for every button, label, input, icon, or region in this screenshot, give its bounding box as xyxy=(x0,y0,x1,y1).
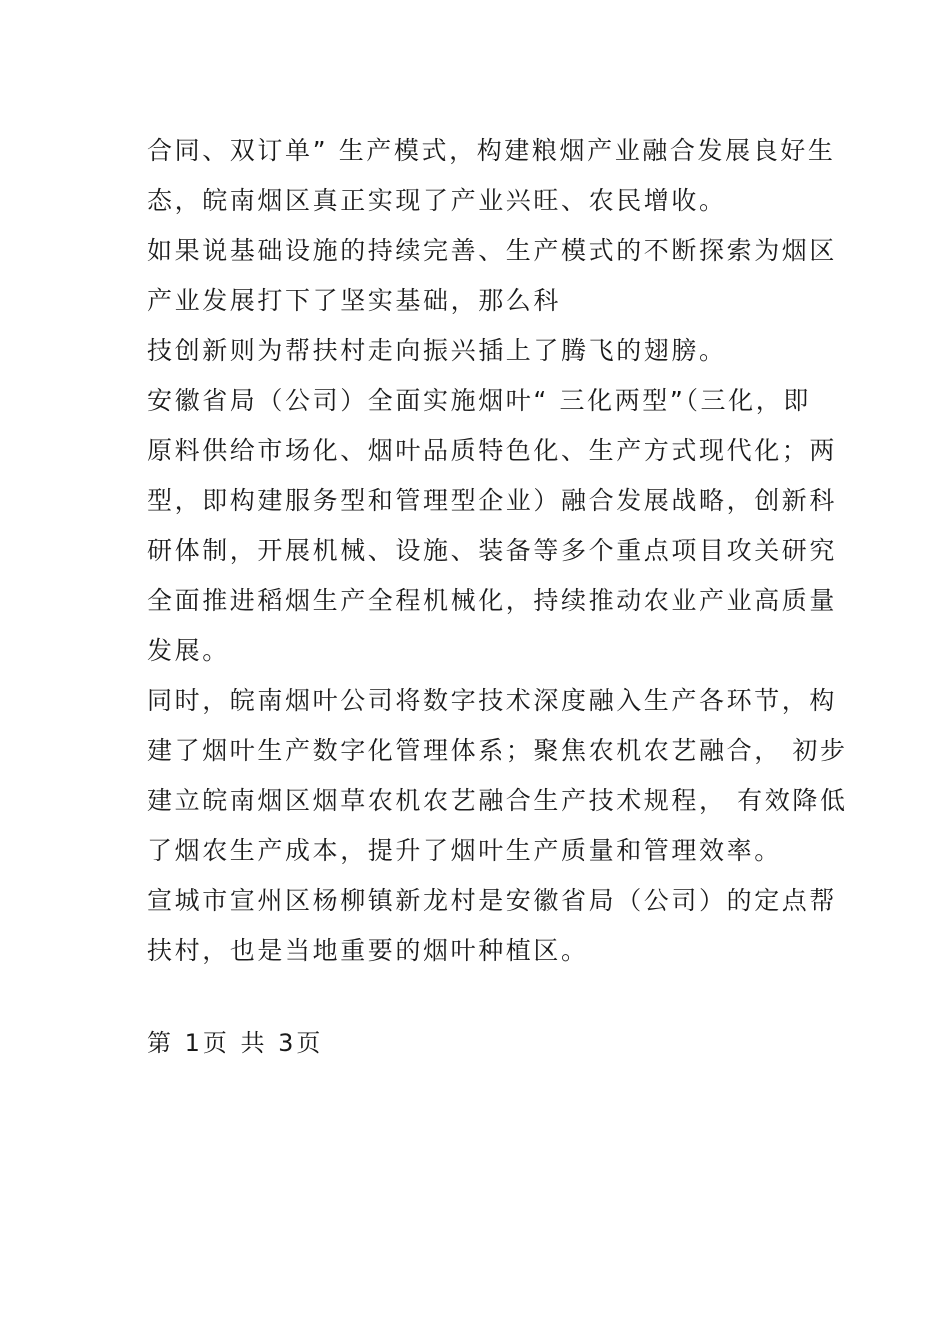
text-line: 原料供给市场化、烟叶品质特色化、生产方式现代化；两 xyxy=(147,436,838,465)
text-line: 宣城市宣州区杨柳镇新龙村是安徽省局（公司）的定点帮 xyxy=(147,886,838,915)
text-line: 同时，皖南烟叶公司将数字技术深度融入生产各环节，构 xyxy=(147,686,838,715)
text-line: 建立皖南烟区烟草农机农艺融合生产技术规程， 有效降低 xyxy=(147,786,848,815)
text-line: 发展。 xyxy=(147,636,230,665)
text-line: 型，即构建服务型和管理型企业）融合发展战略，创新科 xyxy=(147,486,838,515)
text-line: 研体制，开展机械、设施、装备等多个重点项目攻关研究 xyxy=(147,536,838,565)
page-number-footer: 第 1页 共 3页 xyxy=(147,1029,324,1057)
text-line: 态，皖南烟区真正实现了产业兴旺、农民增收。 xyxy=(147,186,727,215)
text-line: 建了烟叶生产数字化管理体系；聚焦农机农艺融合， 初步 xyxy=(147,736,848,765)
text-line: 全面推进稻烟生产全程机械化，持续推动农业产业高质量 xyxy=(147,586,838,615)
text-line: 了烟农生产成本，提升了烟叶生产质量和管理效率。 xyxy=(147,836,782,865)
text-line: 扶村，也是当地重要的烟叶种植区。 xyxy=(147,936,589,965)
text-line: 技创新则为帮扶村走向振兴插上了腾飞的翅膀。 xyxy=(147,336,727,365)
text-line: 安徽省局（公司）全面实施烟叶“ 三化两型”（三化，即 xyxy=(147,386,811,415)
text-line: 产业发展打下了坚实基础，那么科 xyxy=(147,286,562,315)
text-line: 合同、双订单” 生产模式，构建粮烟产业融合发展良好生 xyxy=(147,136,836,165)
text-line: 如果说基础设施的持续完善、生产模式的不断探索为烟区 xyxy=(147,236,838,265)
